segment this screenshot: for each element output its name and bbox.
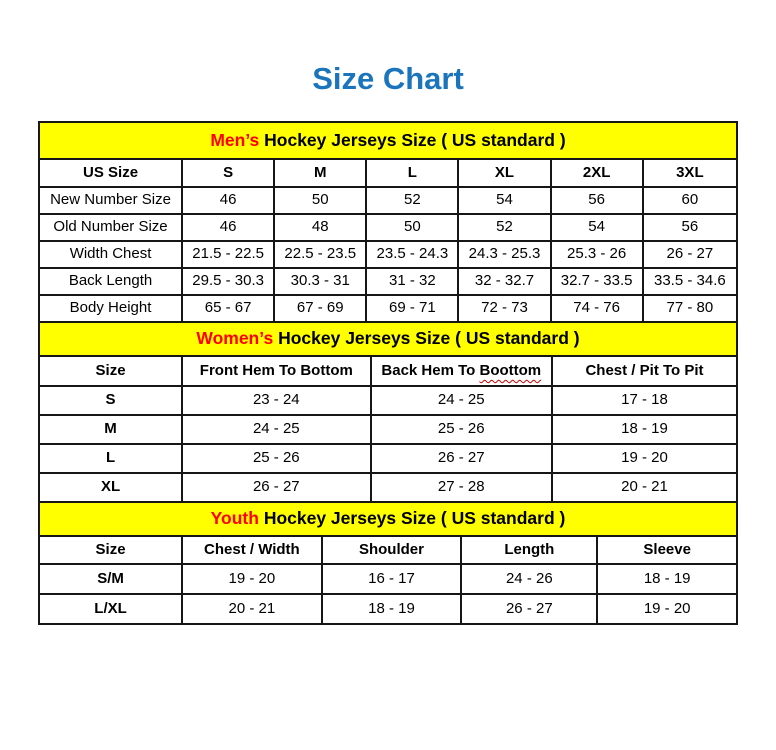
mens-title-rest: Hockey Jerseys Size ( US standard ) (264, 129, 566, 150)
cell: 19 - 20 (552, 444, 737, 473)
page-title: Size Chart (312, 61, 464, 96)
cell: 30.3 - 31 (274, 268, 366, 295)
cell: 19 - 20 (182, 564, 322, 594)
cell: 25 - 26 (371, 415, 552, 444)
column-header: 2XL (551, 159, 643, 187)
row-label: S (39, 386, 182, 415)
column-header: Sleeve (597, 536, 737, 564)
column-header: Shoulder (322, 536, 462, 564)
cell: 24.3 - 25.3 (458, 241, 550, 268)
table-row (39, 295, 737, 322)
youth-title-rest: Hockey Jerseys Size ( US standard ) (263, 508, 566, 529)
row-label: M (39, 415, 182, 444)
cell: 65 - 67 (182, 295, 274, 322)
cell: 24 - 25 (182, 415, 370, 444)
cell: 60 (643, 187, 737, 214)
cell: 46 (182, 187, 274, 214)
table-row (39, 241, 737, 268)
mens-section-band (39, 122, 737, 159)
column-header: M (274, 159, 366, 187)
column-header-back-hem (371, 356, 552, 386)
cell: 27 - 28 (371, 473, 552, 502)
table-row (39, 415, 737, 444)
cell: 54 (551, 214, 643, 241)
table-row (39, 594, 737, 624)
youth-header-row (39, 536, 737, 564)
column-header: US Size (39, 159, 182, 187)
womens-section-title (39, 322, 737, 356)
column-header: Size (39, 536, 182, 564)
column-header: Length (461, 536, 597, 564)
youth-label: Youth (210, 508, 259, 529)
row-label: Width Chest (39, 241, 182, 268)
cell: 72 - 73 (458, 295, 550, 322)
column-header: L (366, 159, 458, 187)
cell: 50 (274, 187, 366, 214)
column-header: Size (39, 356, 182, 386)
cell: 26 - 27 (371, 444, 552, 473)
cell: 52 (366, 187, 458, 214)
cell: 16 - 17 (322, 564, 462, 594)
cell: 23.5 - 24.3 (366, 241, 458, 268)
cell: 31 - 32 (366, 268, 458, 295)
cell: 18 - 19 (322, 594, 462, 624)
cell: 22.5 - 23.5 (274, 241, 366, 268)
cell: 67 - 69 (274, 295, 366, 322)
cell: 69 - 71 (366, 295, 458, 322)
cell: 29.5 - 30.3 (182, 268, 274, 295)
cell: 56 (551, 187, 643, 214)
cell: 21.5 - 22.5 (182, 241, 274, 268)
cell: 50 (366, 214, 458, 241)
cell: 18 - 19 (552, 415, 737, 444)
table-row (39, 386, 737, 415)
column-header: Front Hem To Bottom (182, 356, 370, 386)
size-chart-tables (38, 121, 738, 625)
mens-header-row (39, 159, 737, 187)
row-label: L/XL (39, 594, 182, 624)
row-label: S/M (39, 564, 182, 594)
womens-title-rest: Hockey Jerseys Size ( US standard ) (278, 328, 580, 349)
table-row (39, 214, 737, 241)
column-header: Chest / Pit To Pit (552, 356, 737, 386)
column-header: XL (458, 159, 550, 187)
cell: 25.3 - 26 (551, 241, 643, 268)
row-label: Body Height (39, 295, 182, 322)
cell: 26 - 27 (461, 594, 597, 624)
mens-section-title (39, 122, 737, 159)
mens-size-table (38, 121, 738, 323)
cell: 24 - 26 (461, 564, 597, 594)
mens-label: Men’s (210, 129, 260, 150)
cell: 18 - 19 (597, 564, 737, 594)
column-header-text: Back Hem To (381, 361, 476, 379)
row-label: Back Length (39, 268, 182, 295)
table-row (39, 564, 737, 594)
cell: 48 (274, 214, 366, 241)
misspelled-word: Boottom (479, 361, 542, 379)
cell: 26 - 27 (643, 241, 737, 268)
cell: 46 (182, 214, 274, 241)
table-row (39, 473, 737, 502)
row-label: L (39, 444, 182, 473)
cell: 20 - 21 (182, 594, 322, 624)
cell: 74 - 76 (551, 295, 643, 322)
cell: 56 (643, 214, 737, 241)
table-row (39, 268, 737, 295)
youth-section-title (39, 502, 737, 536)
column-header: Chest / Width (182, 536, 322, 564)
row-label: XL (39, 473, 182, 502)
column-header: S (182, 159, 274, 187)
cell: 17 - 18 (552, 386, 737, 415)
cell: 52 (458, 214, 550, 241)
row-label: New Number Size (39, 187, 182, 214)
cell: 33.5 - 34.6 (643, 268, 737, 295)
cell: 26 - 27 (182, 473, 370, 502)
youth-size-table (38, 501, 738, 625)
cell: 54 (458, 187, 550, 214)
cell: 25 - 26 (182, 444, 370, 473)
table-row (39, 444, 737, 473)
youth-section-band (39, 502, 737, 536)
column-header: 3XL (643, 159, 737, 187)
womens-size-table (38, 321, 738, 503)
womens-header-row (39, 356, 737, 386)
womens-section-band (39, 322, 737, 356)
cell: 19 - 20 (597, 594, 737, 624)
womens-label: Women’s (196, 328, 274, 349)
row-label: Old Number Size (39, 214, 182, 241)
cell: 77 - 80 (643, 295, 737, 322)
cell: 24 - 25 (371, 386, 552, 415)
table-row (39, 187, 737, 214)
cell: 23 - 24 (182, 386, 370, 415)
cell: 32 - 32.7 (458, 268, 550, 295)
cell: 20 - 21 (552, 473, 737, 502)
cell: 32.7 - 33.5 (551, 268, 643, 295)
